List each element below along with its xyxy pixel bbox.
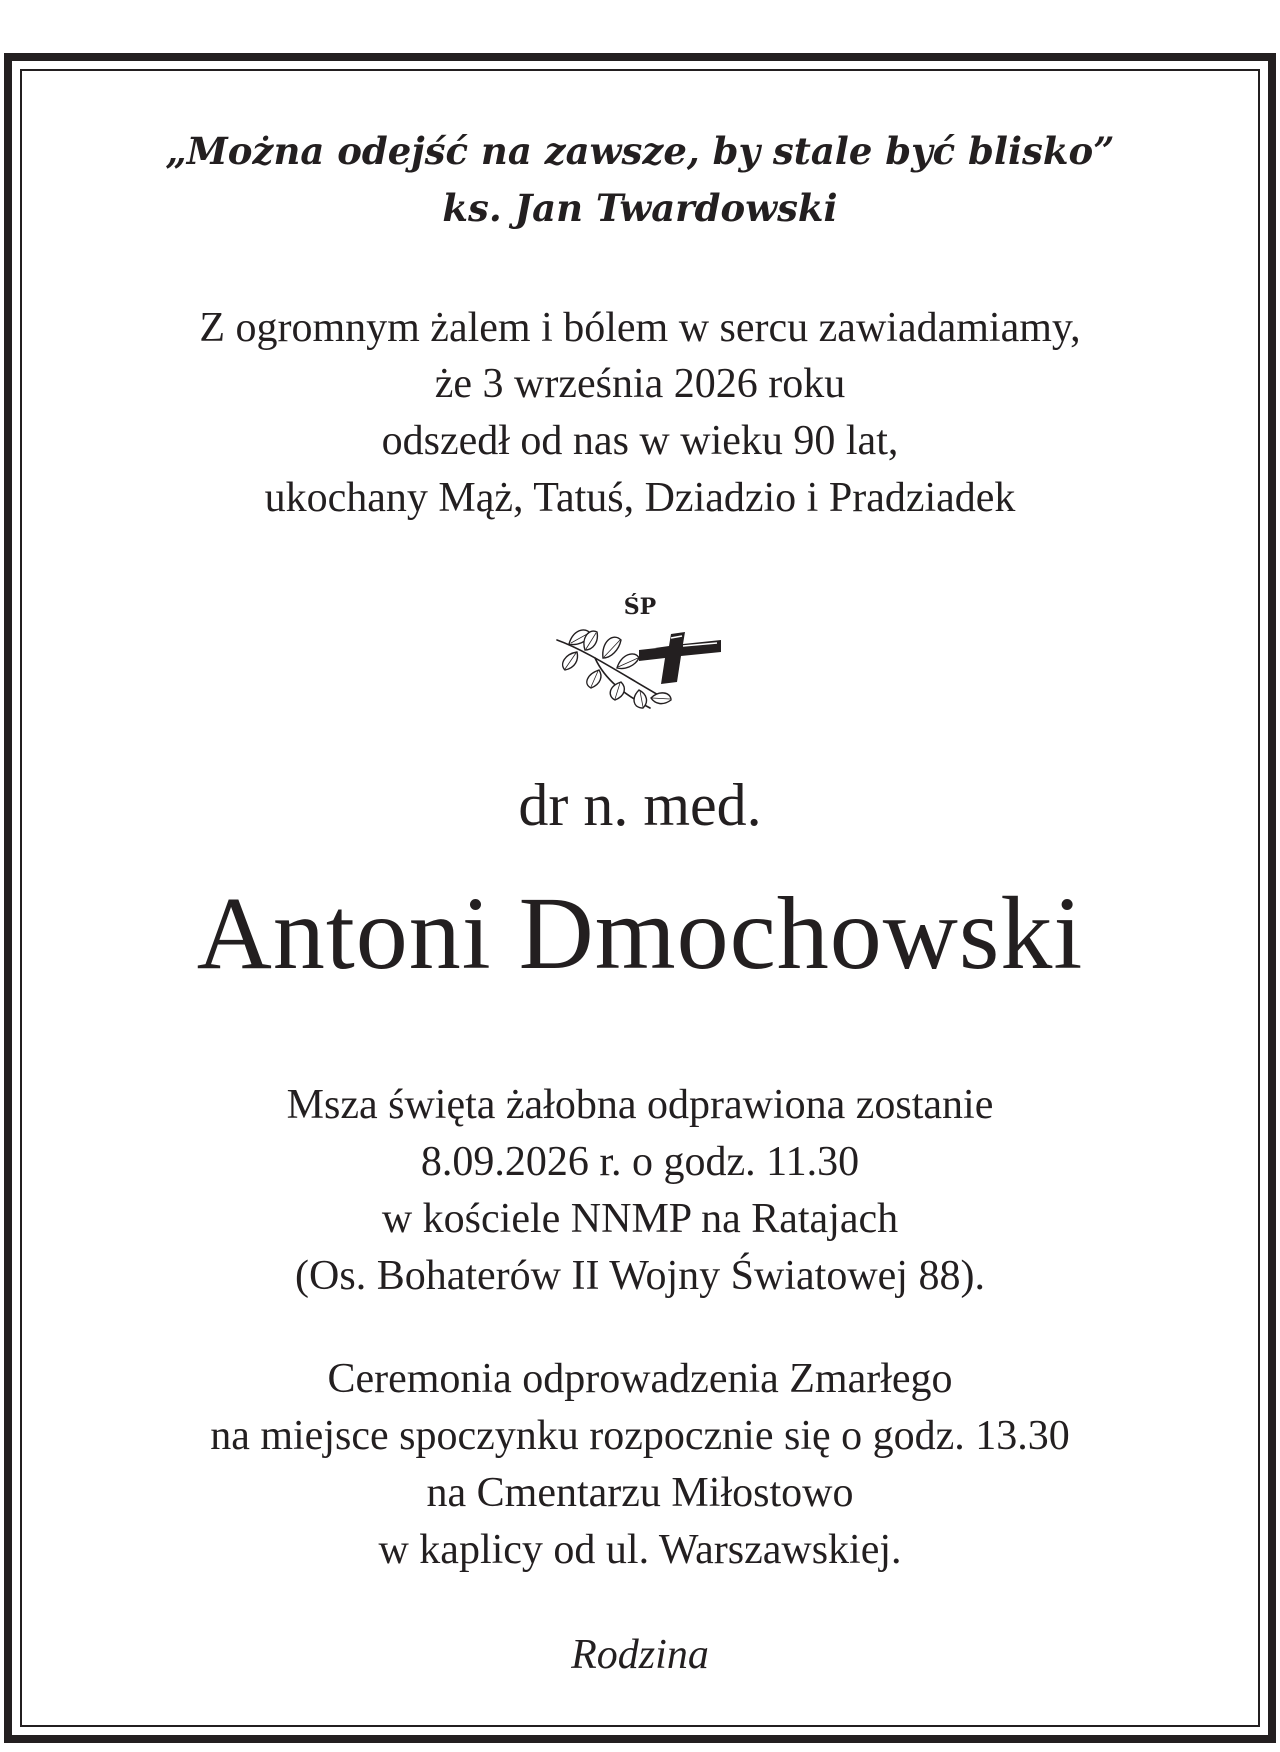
mass-line: (Os. Bohaterów II Wojny Światowej 88). (295, 1253, 985, 1299)
mass-line: w kościele NNMP na Ratajach (381, 1196, 899, 1242)
deceased-name: Antoni Dmochowski (196, 876, 1084, 991)
deceased-title: dr n. med. (518, 772, 762, 838)
ceremony-line: Ceremonia odprowadzenia Zmarłego (327, 1356, 953, 1402)
mass-line: Msza święta żałobna odprawiona zostanie (286, 1082, 994, 1128)
ceremony-line: na miejsce spoczynku rozpocznie się o godz. 13.30 (210, 1413, 1070, 1459)
sp-label: ŚP (623, 594, 657, 620)
quote-text: „Można odejść na zawsze, by stale być blisko” (165, 129, 1115, 173)
announcement-line: że 3 września 2026 roku (434, 361, 846, 407)
announcement-line: odszedł od nas w wieku 90 lat, (381, 418, 899, 464)
signature: Rodzina (571, 1632, 709, 1678)
cross-with-leaves-icon (555, 620, 730, 712)
quote-author: ks. Jan Twardowski (442, 186, 838, 230)
ceremony-line: na Cmentarzu Miłostowo (426, 1470, 854, 1516)
announcement-line: Z ogromnym żalem i bólem w sercu zawiadamiamy, (199, 305, 1081, 351)
ceremony-line: w kaplicy od ul. Warszawskiej. (378, 1527, 902, 1573)
announcement-line: ukochany Mąż, Tatuś, Dziadzio i Pradziadek (264, 475, 1016, 521)
mass-line: 8.09.2026 r. o godz. 11.30 (420, 1139, 860, 1185)
